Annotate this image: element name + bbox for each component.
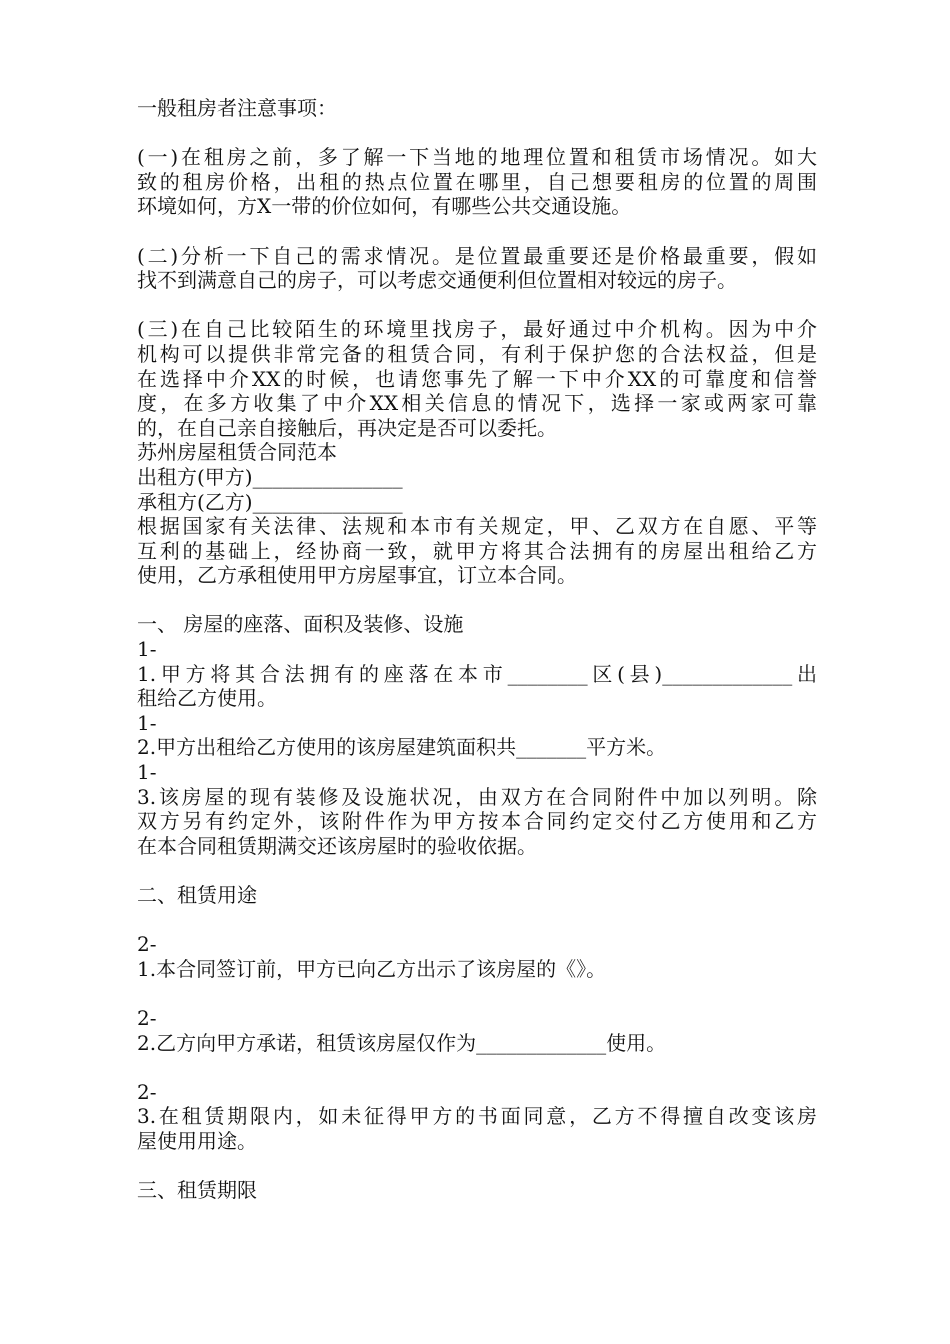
text-line: 在本合同租赁期满交还该房屋时的验收依据。 (137, 833, 537, 858)
paragraph-gap (137, 981, 817, 1006)
text-line: 二、租赁用途 (137, 883, 257, 907)
text-line: 1- (137, 637, 157, 662)
paragraph-gap (137, 858, 817, 883)
text-line: 双方另有约定外，该附件作为甲方按本合同约定交付乙方使用和乙方 (137, 809, 817, 834)
document-page (137, 96, 817, 1203)
text-line: 出租方(甲方)_______________ (137, 464, 403, 489)
text-line: 租给乙方使用。 (137, 686, 277, 711)
text-line: 2- (137, 1005, 157, 1030)
text-line: 三、租赁期限 (137, 1178, 257, 1203)
text-line: 找不到满意自己的房子，可以考虑交通便利但位置相对较远的房子。 (137, 268, 737, 293)
text-line: 3.该房屋的现有装修及设施状况，由双方在合同附件中加以列明。除 (137, 784, 817, 809)
paragraph-gap (137, 1055, 817, 1080)
paragraph-gap (137, 1154, 817, 1179)
text-line: 屋使用用途。 (137, 1128, 257, 1153)
text-line: 度，在多方收集了中介XX相关信息的情况下，选择一家或两家可靠 (137, 391, 817, 416)
paragraph-gap (137, 293, 817, 318)
text-line: 1.本合同签订前，甲方已向乙方出示了该房屋的《》。 (137, 956, 607, 981)
text-line: 2.甲方出租给乙方使用的该房屋建筑面积共_______平方米。 (137, 735, 667, 760)
text-line: 2- (137, 932, 157, 957)
text-line: 2- (137, 1079, 157, 1104)
text-line: 机构可以提供非常完备的租赁合同，有利于保护您的合法权益，但是 (137, 341, 817, 366)
text-line: (一)在租房之前，多了解一下当地的地理位置和租赁市场情况。如大 (137, 145, 817, 170)
paragraph-gap (137, 121, 817, 146)
paragraph-gap (137, 588, 817, 613)
text-line: (三)在自己比较陌生的环境里找房子，最好通过中介机构。因为中介 (137, 317, 817, 342)
text-line: 一般租房者注意事项： (137, 96, 337, 120)
text-line: 承租方(乙方)_______________ (137, 489, 403, 514)
text-line: 根据国家有关法律、法规和本市有关规定，甲、乙双方在自愿、平等 (137, 514, 817, 539)
text-line: 致的租房价格，出租的热点位置在哪里，自己想要租房的位置的周围 (137, 169, 817, 194)
paragraph-gap (137, 908, 817, 933)
text-line: 1.甲方将其合法拥有的座落在本市________区(县)_____________出 (137, 661, 817, 686)
text-line: 苏州房屋租赁合同范本 (137, 440, 337, 465)
text-line: 环境如何，方X一带的价位如何，有哪些公共交通设施。 (137, 194, 632, 219)
text-line: 互利的基础上，经协商一致，就甲方将其合法拥有的房屋出租给乙方 (137, 538, 817, 563)
text-line: 1- (137, 710, 157, 735)
paragraph-gap (137, 219, 817, 244)
text-line: 在选择中介XX的时候，也请您事先了解一下中介XX的可靠度和信誉 (137, 366, 817, 391)
text-line: 一、 房屋的座落、面积及装修、设施 (137, 612, 464, 637)
text-line: 使用，乙方承租使用甲方房屋事宜，订立本合同。 (137, 563, 577, 588)
text-line: (二)分析一下自己的需求情况。是位置最重要还是价格最重要，假如 (137, 243, 817, 268)
text-line: 的，在自己亲自接触后，再决定是否可以委托。 (137, 415, 557, 440)
text-line: 3.在租赁期限内，如未征得甲方的书面同意，乙方不得擅自改变该房 (137, 1104, 817, 1129)
text-line: 1- (137, 760, 157, 785)
text-line: 2.乙方向甲方承诺，租赁该房屋仅作为_____________使用。 (137, 1030, 667, 1055)
